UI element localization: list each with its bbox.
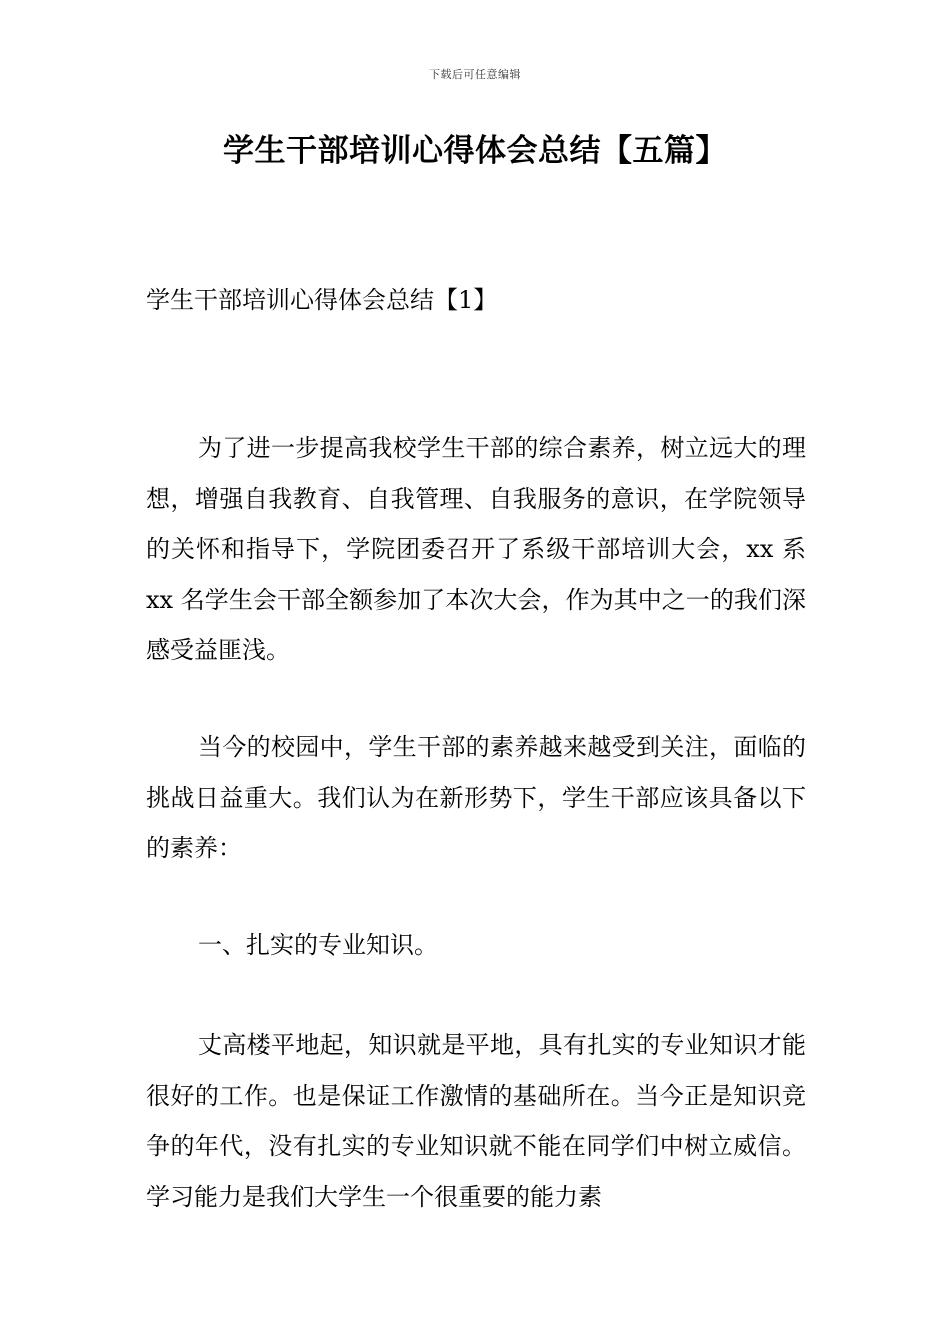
paragraph-point-one: 一、扎实的专业知识。 [198,931,438,959]
section-heading: 学生干部培训心得体会总结【1】 [146,286,498,314]
header-note: 下载后可任意编辑 [429,68,521,81]
paragraph-qualities: 当今的校园中，学生干部的素养越来越受到关注，面临的挑战日益重大。我们认为在新形势下，学生干部应该具备以下的素养： [146,733,806,862]
document-title: 学生干部培训心得体会总结【五篇】 [223,133,727,169]
paragraph-knowledge: 丈高楼平地起，知识就是平地，具有扎实的专业知识才能很好的工作。也是保证工作激情的基础所在。当今正是知识竞争的年代，没有扎实的专业知识就不能在同学们中树立威信。学习能力是我们大学生一个很重要的能力素 [146,1031,806,1211]
paragraph-intro: 为了进一步提高我校学生干部的综合素养，树立远大的理想，增强自我教育、自我管理、自我服务的意识，在学院领导的关怀和指导下，学院团委召开了系级干部培训大会，xx 系 xx 名学生会干部全额参加了本次大会，作为其中之一的我们深感受益匪浅。 [146,434,806,664]
